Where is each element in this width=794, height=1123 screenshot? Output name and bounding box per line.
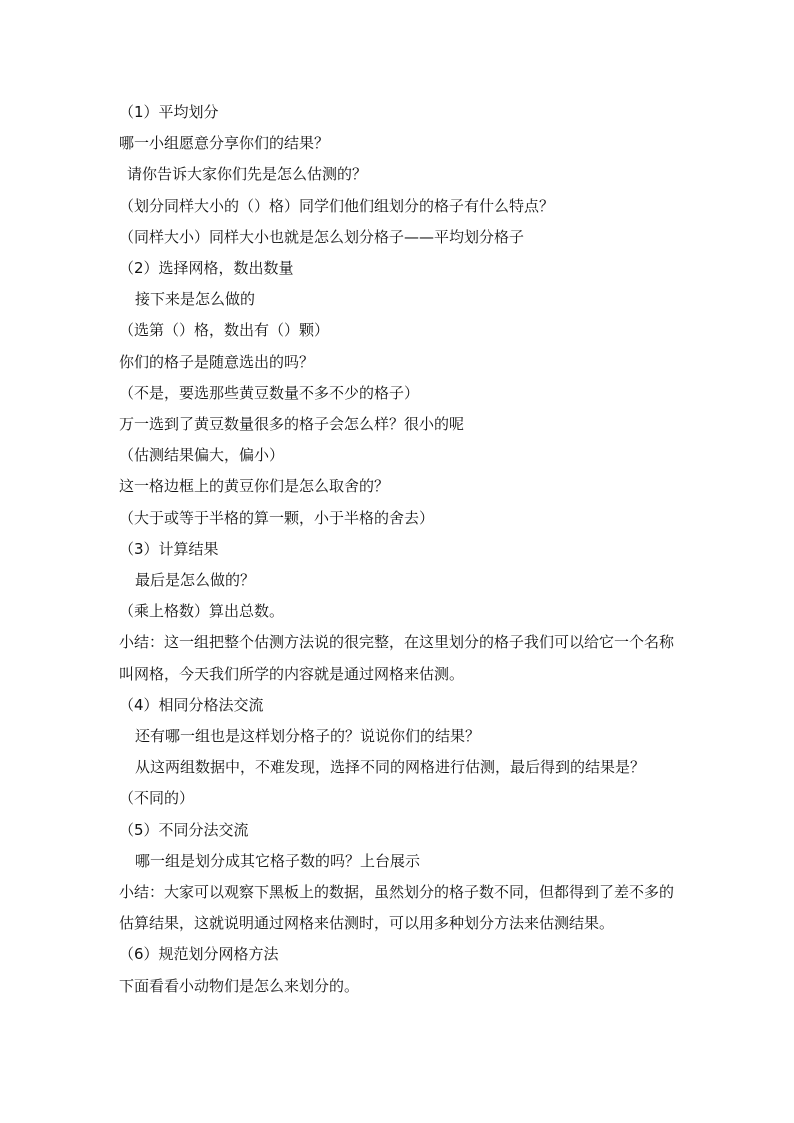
- summary-paragraph: 小结：这一组把整个估测方法说的很完整，在这里划分的格子我们可以给它一个名称叫网格，今天我们所学的内容就是通过网格来估测。: [119, 633, 675, 683]
- document-body: [119, 97, 683, 1002]
- paragraph: （乘上格数）算出总数。: [119, 602, 285, 621]
- section-heading-4: （4）相同分格法交流: [119, 695, 264, 714]
- paragraph: （大于或等于半格的算一颗，小于半格的舍去）: [119, 508, 435, 527]
- paragraph: （划分同样大小的（）格）同学们他们组划分的格子有什么特点？: [119, 196, 555, 215]
- paragraph: 还有哪一组也是这样划分格子的？说说你们的结果？: [135, 727, 481, 746]
- section-heading-6: （6）规范划分网格方法: [119, 945, 279, 964]
- paragraph: （不同的）: [119, 789, 195, 808]
- paragraph: （选第（）格，数出有（）颗）: [119, 321, 330, 340]
- paragraph: （不是，要选那些黄豆数量不多不少的格子）: [119, 383, 420, 402]
- paragraph: 哪一组是划分成其它格子数的吗？上台展示: [135, 851, 421, 870]
- paragraph: 下面看看小动物们是怎么来划分的。: [119, 976, 360, 995]
- paragraph: 万一选到了黄豆数量很多的格子会怎么样？很小的呢: [119, 415, 465, 434]
- section-heading-3: （3）计算结果: [119, 539, 219, 558]
- paragraph: 从这两组数据中，不难发现，选择不同的网格进行估测，最后得到的结果是？: [135, 758, 646, 777]
- section-heading-1: （1）平均划分: [119, 103, 219, 121]
- paragraph: 最后是怎么做的？: [135, 571, 256, 590]
- paragraph: 请你告诉大家你们先是怎么估测的？: [127, 165, 368, 184]
- summary-paragraph: 小结：大家可以观察下黑板上的数据，虽然划分的格子数不同，但都得到了差不多的估算结果，这就说明通过网格来估测时，可以用多种划分方法来估测结果。: [119, 883, 675, 933]
- paragraph: （估测结果偏大，偏小）: [119, 446, 285, 465]
- paragraph: 这一格边框上的黄豆你们是怎么取舍的？: [119, 477, 390, 496]
- paragraph: 哪一小组愿意分享你们的结果？: [119, 134, 330, 153]
- section-heading-2: （2）选择网格，数出数量: [119, 259, 294, 278]
- section-heading-5: （5）不同分法交流: [119, 820, 249, 839]
- paragraph: 你们的格子是随意选出的吗？: [119, 352, 315, 371]
- paragraph: （同样大小）同样大小也就是怎么划分格子——平均划分格子: [119, 227, 525, 246]
- paragraph: 接下来是怎么做的: [135, 290, 256, 309]
